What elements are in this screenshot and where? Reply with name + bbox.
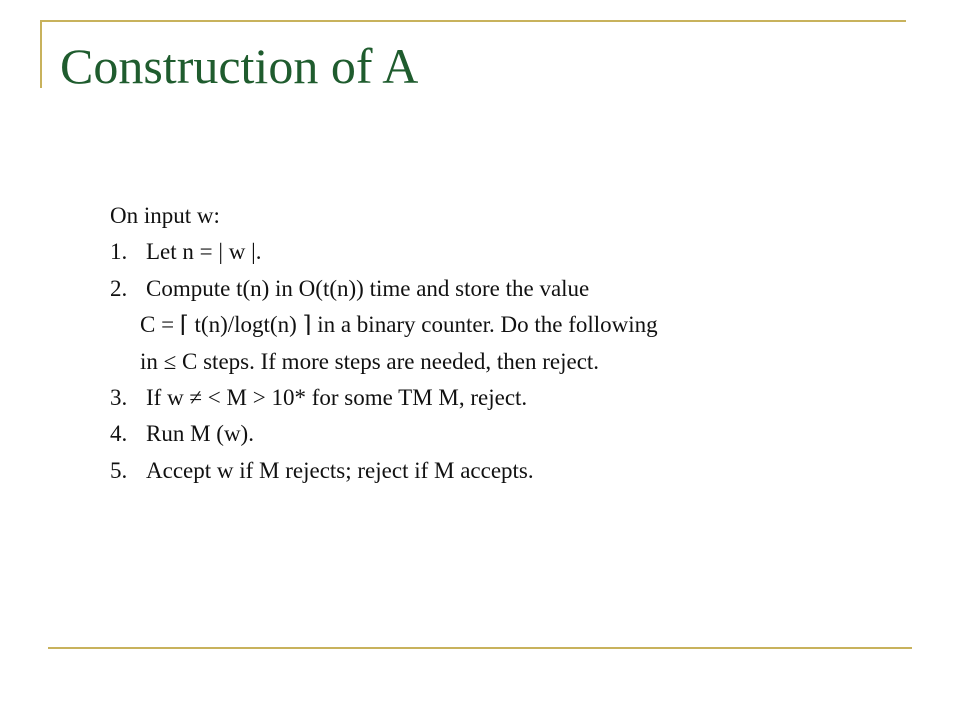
step-text: in ≤ C steps. If more steps are needed, then reject. <box>140 348 600 374</box>
step-text: C = ⌈ t(n)/logt(n) ⌉ in a binary counter. Do the following <box>140 312 658 338</box>
step-number: 1. <box>110 239 128 265</box>
step-1 <box>110 234 658 270</box>
bottom-border-line <box>48 647 912 649</box>
step-text: Let n = | w |. <box>146 239 262 265</box>
step-text: Compute t(n) in O(t(n)) time and store the value <box>146 275 590 301</box>
step-2-continuation-1 <box>110 307 658 343</box>
step-number: 4. <box>110 421 128 447</box>
algorithm-block <box>110 198 658 489</box>
step-2-continuation-2 <box>110 344 658 380</box>
step-3 <box>110 380 658 416</box>
step-text: Run M (w). <box>146 421 254 447</box>
slide-title: Construction of A <box>60 38 419 94</box>
step-4 <box>110 416 658 452</box>
step-2 <box>110 271 658 307</box>
left-border-line <box>40 20 42 88</box>
step-number: 5. <box>110 457 128 483</box>
step-number: 3. <box>110 384 128 410</box>
algorithm-header: On input w: <box>110 203 220 228</box>
step-number: 2. <box>110 275 128 301</box>
step-text: Accept w if M rejects; reject if M accepts. <box>146 457 534 483</box>
top-border-line <box>40 20 906 22</box>
step-5 <box>110 453 658 489</box>
step-text: If w ≠ < M > 10* for some TM M, reject. <box>146 384 528 410</box>
